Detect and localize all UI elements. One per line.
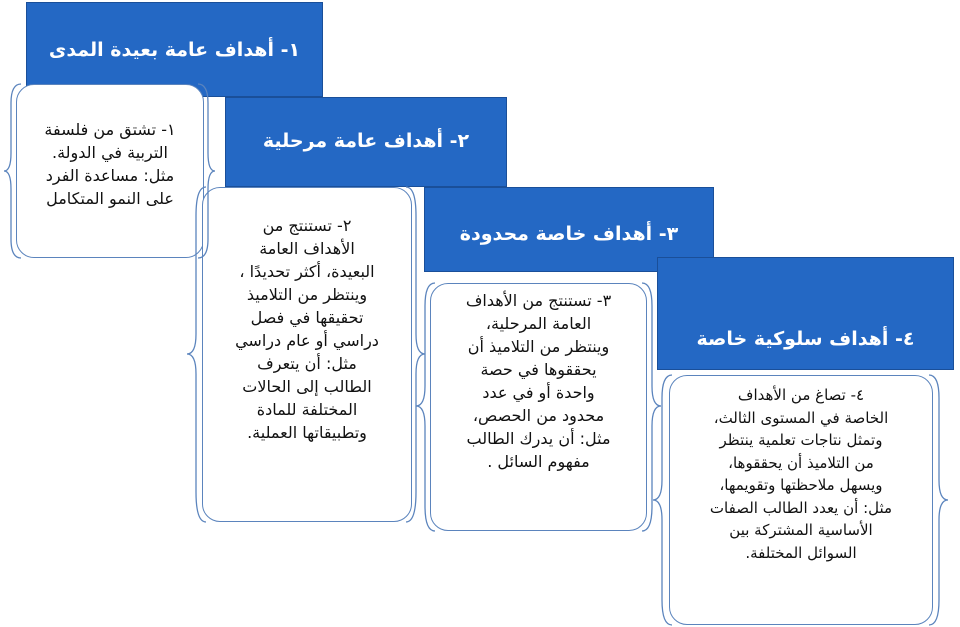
description-line: وتمثل نتاجات تعلمية ينتظر: [719, 431, 883, 449]
description-line: وتطبيقاتها العملية.: [247, 423, 367, 442]
level-2-box: [225, 97, 507, 187]
description-line: ١- تشتق من فلسفة: [44, 120, 176, 139]
description-line: واحدة أو في عدد: [482, 383, 595, 402]
left-brace-1: [3, 83, 23, 259]
description-line: مثل: أن يتعرف: [257, 354, 357, 373]
description-line: الخاصة في المستوى الثالث،: [713, 408, 889, 427]
description-line: مثل: أن يعدد الطالب الصفات: [709, 498, 893, 517]
left-brace-3: [415, 282, 437, 532]
description-line: مفهوم السائل .: [487, 452, 590, 471]
description-line: يحققوها في حصة: [480, 360, 597, 379]
right-brace-4: [927, 374, 949, 626]
description-line: وينتظر من التلاميذ: [246, 285, 368, 304]
description-line: مثل: مساعدة الفرد: [45, 166, 175, 185]
description-line: ويسهل ملاحظتها وتقويمها،: [719, 476, 883, 494]
description-line: من التلاميذ أن يحققوها،: [728, 453, 874, 472]
description-line: المختلفة للمادة: [256, 400, 358, 419]
description-line: ٢- تستنتج من: [262, 216, 352, 235]
description-line: الأساسية المشتركة بين: [729, 521, 873, 539]
description-line: على النمو المتكامل: [46, 189, 174, 208]
description-line: التربية في الدولة.: [52, 143, 168, 162]
description-line: مثل: أن يدرك الطالب: [466, 429, 611, 448]
level-1-box: [26, 2, 323, 97]
description-line: الطالب إلى الحالات: [242, 377, 372, 396]
level-4-description: [669, 375, 933, 625]
description-line: دراسي أو عام دراسي: [235, 331, 379, 350]
level-1-description: [16, 84, 204, 258]
left-brace-4: [652, 374, 674, 626]
level-3-description: [430, 283, 647, 531]
description-line: الأهداف العامة: [259, 239, 355, 258]
description-line: العامة المرحلية،: [485, 314, 592, 333]
description-line: تحقيقها في فصل: [250, 308, 364, 327]
level-4-title: ٤- أهداف سلوكية خاصة: [696, 328, 915, 350]
description-line: وينتظر من التلاميذ أن: [467, 337, 610, 356]
description-line: ٣- تستنتج من الأهداف: [465, 291, 612, 310]
level-1-title: ١- أهداف عامة بعيدة المدى: [48, 39, 301, 61]
level-4-box: [657, 257, 954, 370]
description-line: ٤- تصاغ من الأهداف: [737, 386, 865, 404]
description-line: السوائل المختلفة.: [745, 543, 857, 562]
level-3-title: ٣- أهداف خاصة محدودة: [459, 223, 679, 245]
left-brace-2: [186, 186, 208, 523]
level-2-title: ٢- أهداف عامة مرحلية: [262, 130, 470, 152]
description-line: محدود من الحصص،: [472, 406, 605, 425]
description-line: البعيدة، أكثر تحديدًا ،: [239, 262, 375, 281]
level-2-description: [202, 187, 412, 522]
